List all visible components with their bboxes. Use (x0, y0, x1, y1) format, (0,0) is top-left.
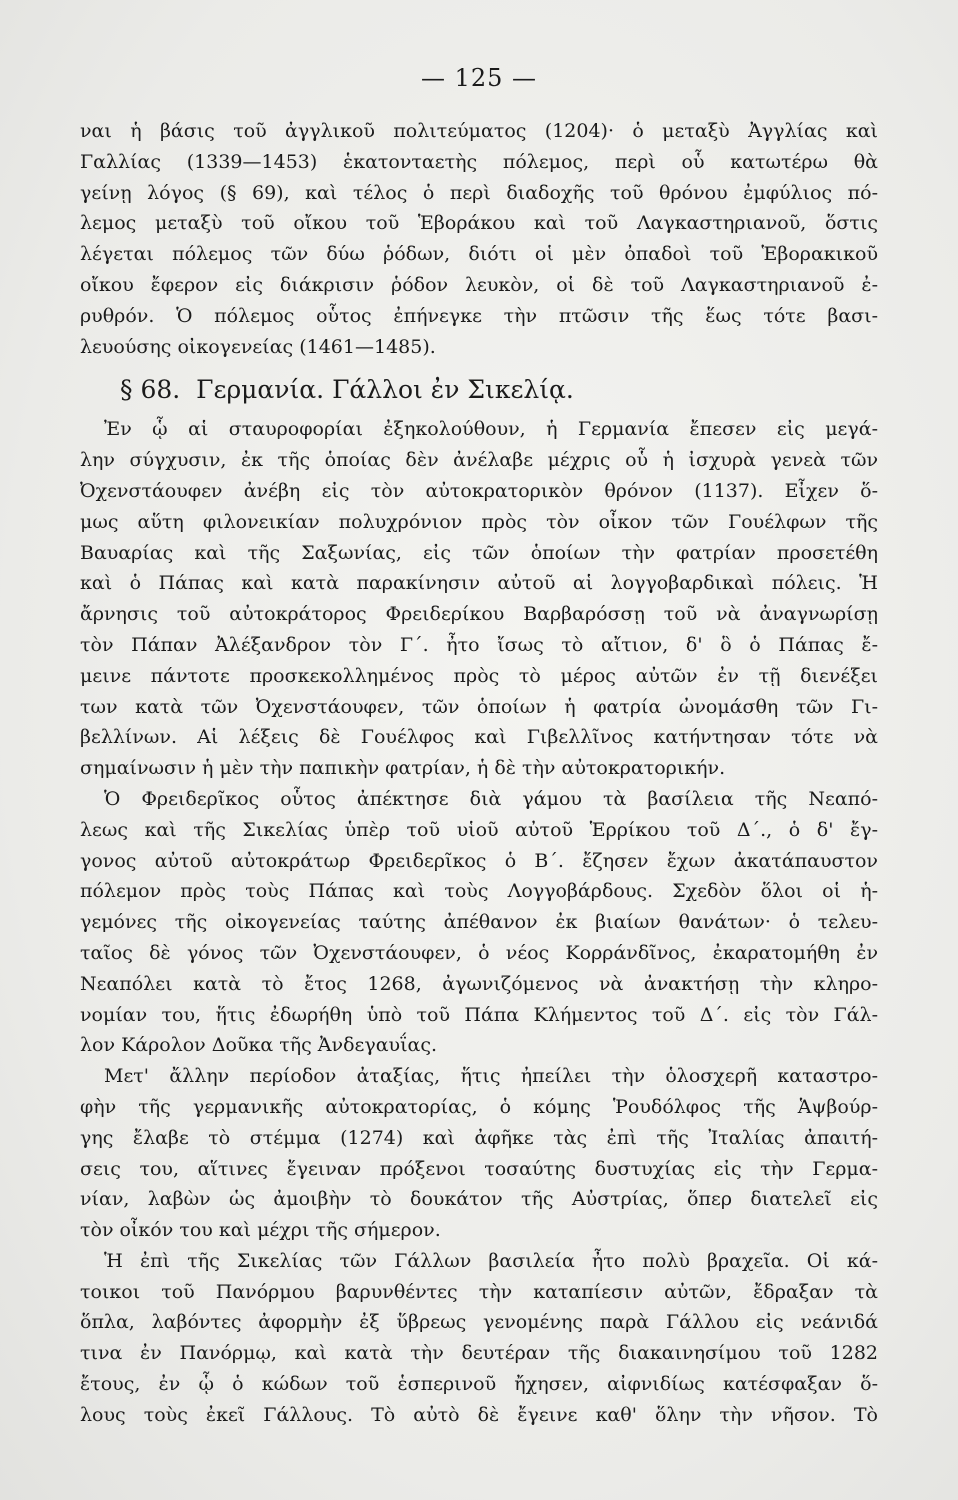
text-line: τοικοι τοῦ Πανόρμου βαρυνθέντες τὴν καταπίεσιν αὐτῶν, ἔδραξαν τὰ (80, 1280, 878, 1303)
text-line: φὴν τῆς γερμανικῆς αὐτοκρατορίας, ὁ κόμης Ῥουδόλφος τῆς Ἁψβούρ- (80, 1095, 878, 1118)
text-line: ἔτους, ἐν ᾧ ὁ κώδων τοῦ ἑσπερινοῦ ἤχησεν, αἰφνιδίως κατέσφαξαν ὅ- (80, 1373, 878, 1396)
page-text (80, 116, 878, 1431)
text-line: λεμος μεταξὺ τοῦ οἴκου τοῦ Ἑβοράκου καὶ τοῦ Λαγκαστηριανοῦ, ὅστις (80, 212, 878, 235)
paragraph-continued (80, 116, 878, 362)
text-line: νίαν, λαβὼν ὡς ἀμοιβὴν τὸ δουκάτον τῆς Αὐστρίας, ὅπερ διατελεῖ εἰς (80, 1188, 878, 1211)
text-line: Ὁ Φρειδερῖκος οὗτος ἀπέκτησε διὰ γάμου τὰ βασίλεια τῆς Νεαπό- (104, 787, 878, 810)
section-number: § 68. (120, 375, 181, 405)
text-line: των κατὰ τῶν Ὀχενστάουφεν, τῶν ὁποίων ἡ φατρία ὠνομάσθη τῶν Γι- (80, 695, 878, 718)
text-line: ρυθρόν. Ὁ πόλεμος οὗτος ἐπήνεγκε τὴν πτῶσιν τῆς ἕως τότε βασι- (80, 304, 878, 327)
text-line: μως αὕτη φιλονεικίαν πολυχρόνιον πρὸς τὸν οἶκον τῶν Γουέλφων τῆς (80, 510, 878, 533)
page-number: — 125 — (420, 64, 538, 92)
text-line: καὶ ὁ Πάπας καὶ κατὰ παρακίνησιν αὐτοῦ αἱ λογγοβαρδικαὶ πόλεις. Ἡ (80, 572, 878, 595)
paragraph (80, 1246, 878, 1431)
paragraph (80, 1061, 878, 1246)
text-line: Ὀχενστάουφεν ἀνέβη εἰς τὸν αὐτοκρατορικὸν θρόνον (1137). Εἶχεν ὅ- (80, 479, 878, 502)
text-line: τὸν οἶκόν του καὶ μέχρι τῆς σήμερον. (80, 1219, 441, 1242)
text-line: Γαλλίας (1339—1453) ἑκατονταετὴς πόλεμος, περὶ οὗ κατωτέρω θὰ (80, 150, 878, 173)
text-line: λεως καὶ τῆς Σικελίας ὑπὲρ τοῦ υἱοῦ αὐτοῦ Ἑρρίκου τοῦ Δ΄., ὁ δ' ἔγ- (80, 818, 878, 841)
text-line: γης ἔλαβε τὸ στέμμα (1274) καὶ ἀφῆκε τὰς ἐπὶ τῆς Ἰταλίας ἀπαιτή- (80, 1126, 878, 1149)
text-line: λους τοὺς ἐκεῖ Γάλλους. Τὸ αὐτὸ δὲ ἔγεινε καθ' ὅλην τὴν νῆσον. Τὸ (80, 1403, 878, 1426)
text-line: λην σύγχυσιν, ἐκ τῆς ὁποίας δὲν ἀνέλαβε μέχρις οὗ ἡ ἰσχυρὰ γενεὰ τῶν (80, 449, 878, 472)
text-line: λέγεται πόλεμος τῶν δύω ῥόδων, διότι οἱ μὲν ὀπαδοὶ τοῦ Ἑβορακικοῦ (80, 243, 878, 266)
text-line: γείνῃ λόγος (§ 69), καὶ τέλος ὁ περὶ διαδοχῆς τοῦ θρόνου ἐμφύλιος πό- (80, 181, 878, 204)
text-line: πόλεμον πρὸς τοὺς Πάπας καὶ τοὺς Λογγοβάρδους. Σχεδὸν ὅλοι οἱ ἡ- (80, 880, 878, 903)
text-line: γονος αὐτοῦ αὐτοκράτωρ Φρειδερῖκος ὁ Β΄. ἔζησεν ἔχων ἀκατάπαυστον (80, 849, 878, 872)
paragraph (80, 414, 878, 784)
text-line: Βαυαρίας καὶ τῆς Σαξωνίας, εἰς τῶν ὁποίων τὴν φατρίαν προσετέθη (80, 541, 878, 564)
section-title: Γερμανία. Γάλλοι ἐν Σικελίᾳ. (196, 375, 574, 405)
text-line: μεινε πάντοτε προσκεκολλημένος πρὸς τὸ μέρος αὐτῶν ἐν τῇ διενέξει (80, 664, 878, 687)
text-line: τινα ἐν Πανόρμῳ, καὶ κατὰ τὴν δευτέραν τῆς διακαινησίμου τοῦ 1282 (80, 1342, 878, 1365)
text-line: Ἡ ἐπὶ τῆς Σικελίας τῶν Γάλλων βασιλεία ἦτο πολὺ βραχεῖα. Οἱ κά- (104, 1249, 878, 1272)
text-line: νομίαν του, ἥτις ἐδωρήθη ὑπὸ τοῦ Πάπα Κλήμεντος τοῦ Δ΄. εἰς τὸν Γάλ- (80, 1003, 878, 1026)
paragraph (80, 784, 878, 1061)
text-line: ναι ἡ βάσις τοῦ ἀγγλικοῦ πολιτεύματος (1204)· ὁ μεταξὺ Ἀγγλίας καὶ (80, 120, 878, 142)
text-line: σεις του, αἵτινες ἔγειναν πρόξενοι τοσαύτης δυστυχίας εἰς τὴν Γερμα- (80, 1157, 878, 1180)
section-heading (80, 368, 878, 412)
text-line: τὸν Πάπαν Ἀλέξανδρον τὸν Γ΄. ἦτο ἴσως τὸ αἴτιον, δ' ὃ ὁ Πάπας ἔ- (80, 633, 878, 656)
text-line: Μετ' ἄλλην περίοδον ἀταξίας, ἥτις ἠπείλει τὴν ὁλοσχερῆ καταστρο- (104, 1065, 878, 1088)
text-line: Ἐν ᾧ αἱ σταυροφορίαι ἐξηκολούθουν, ἡ Γερμανία ἔπεσεν εἰς μεγά- (104, 418, 878, 441)
text-line: βελλίνων. Αἱ λέξεις δὲ Γουέλφος καὶ Γιβελλῖνος κατήντησαν τότε νὰ (80, 726, 878, 749)
text-line: σημαίνωσιν ἡ μὲν τὴν παπικὴν φατρίαν, ἡ δὲ τὴν αὐτοκρατορικήν. (80, 757, 726, 780)
text-line: ὅπλα, λαβόντες ἀφορμὴν ἐξ ὕβρεως γενομένης παρὰ Γάλλου εἰς νεάνιδά (80, 1311, 878, 1334)
text-line: ταῖος δὲ γόνος τῶν Ὀχενστάουφεν, ὁ νέος Κορράνδῖνος, ἐκαρατομήθη ἐν (80, 941, 878, 964)
text-line: ἄρνησις τοῦ αὐτοκράτορος Φρειδερίκου Βαρβαρόσσῃ τοῦ νὰ ἀναγνωρίσῃ (80, 603, 878, 626)
text-line: οἴκου ἔφερον εἰς διάκρισιν ῥόδον λευκὸν, οἱ δὲ τοῦ Λαγκαστηριανοῦ ἐ- (80, 273, 878, 296)
text-line: λευούσης οἰκογενείας (1461—1485). (80, 335, 436, 358)
text-line: λον Κάρολον Δοῦκα τῆς Ἀνδεγαυΐας. (80, 1034, 438, 1057)
text-line: γεμόνες τῆς οἰκογενείας ταύτης ἀπέθανον ἐκ βιαίων θανάτων· ὁ τελευ- (80, 911, 878, 934)
text-line: Νεαπόλει κατὰ τὸ ἔτος 1268, ἀγωνιζόμενος νὰ ἀνακτήσῃ τὴν κληρο- (80, 972, 878, 995)
